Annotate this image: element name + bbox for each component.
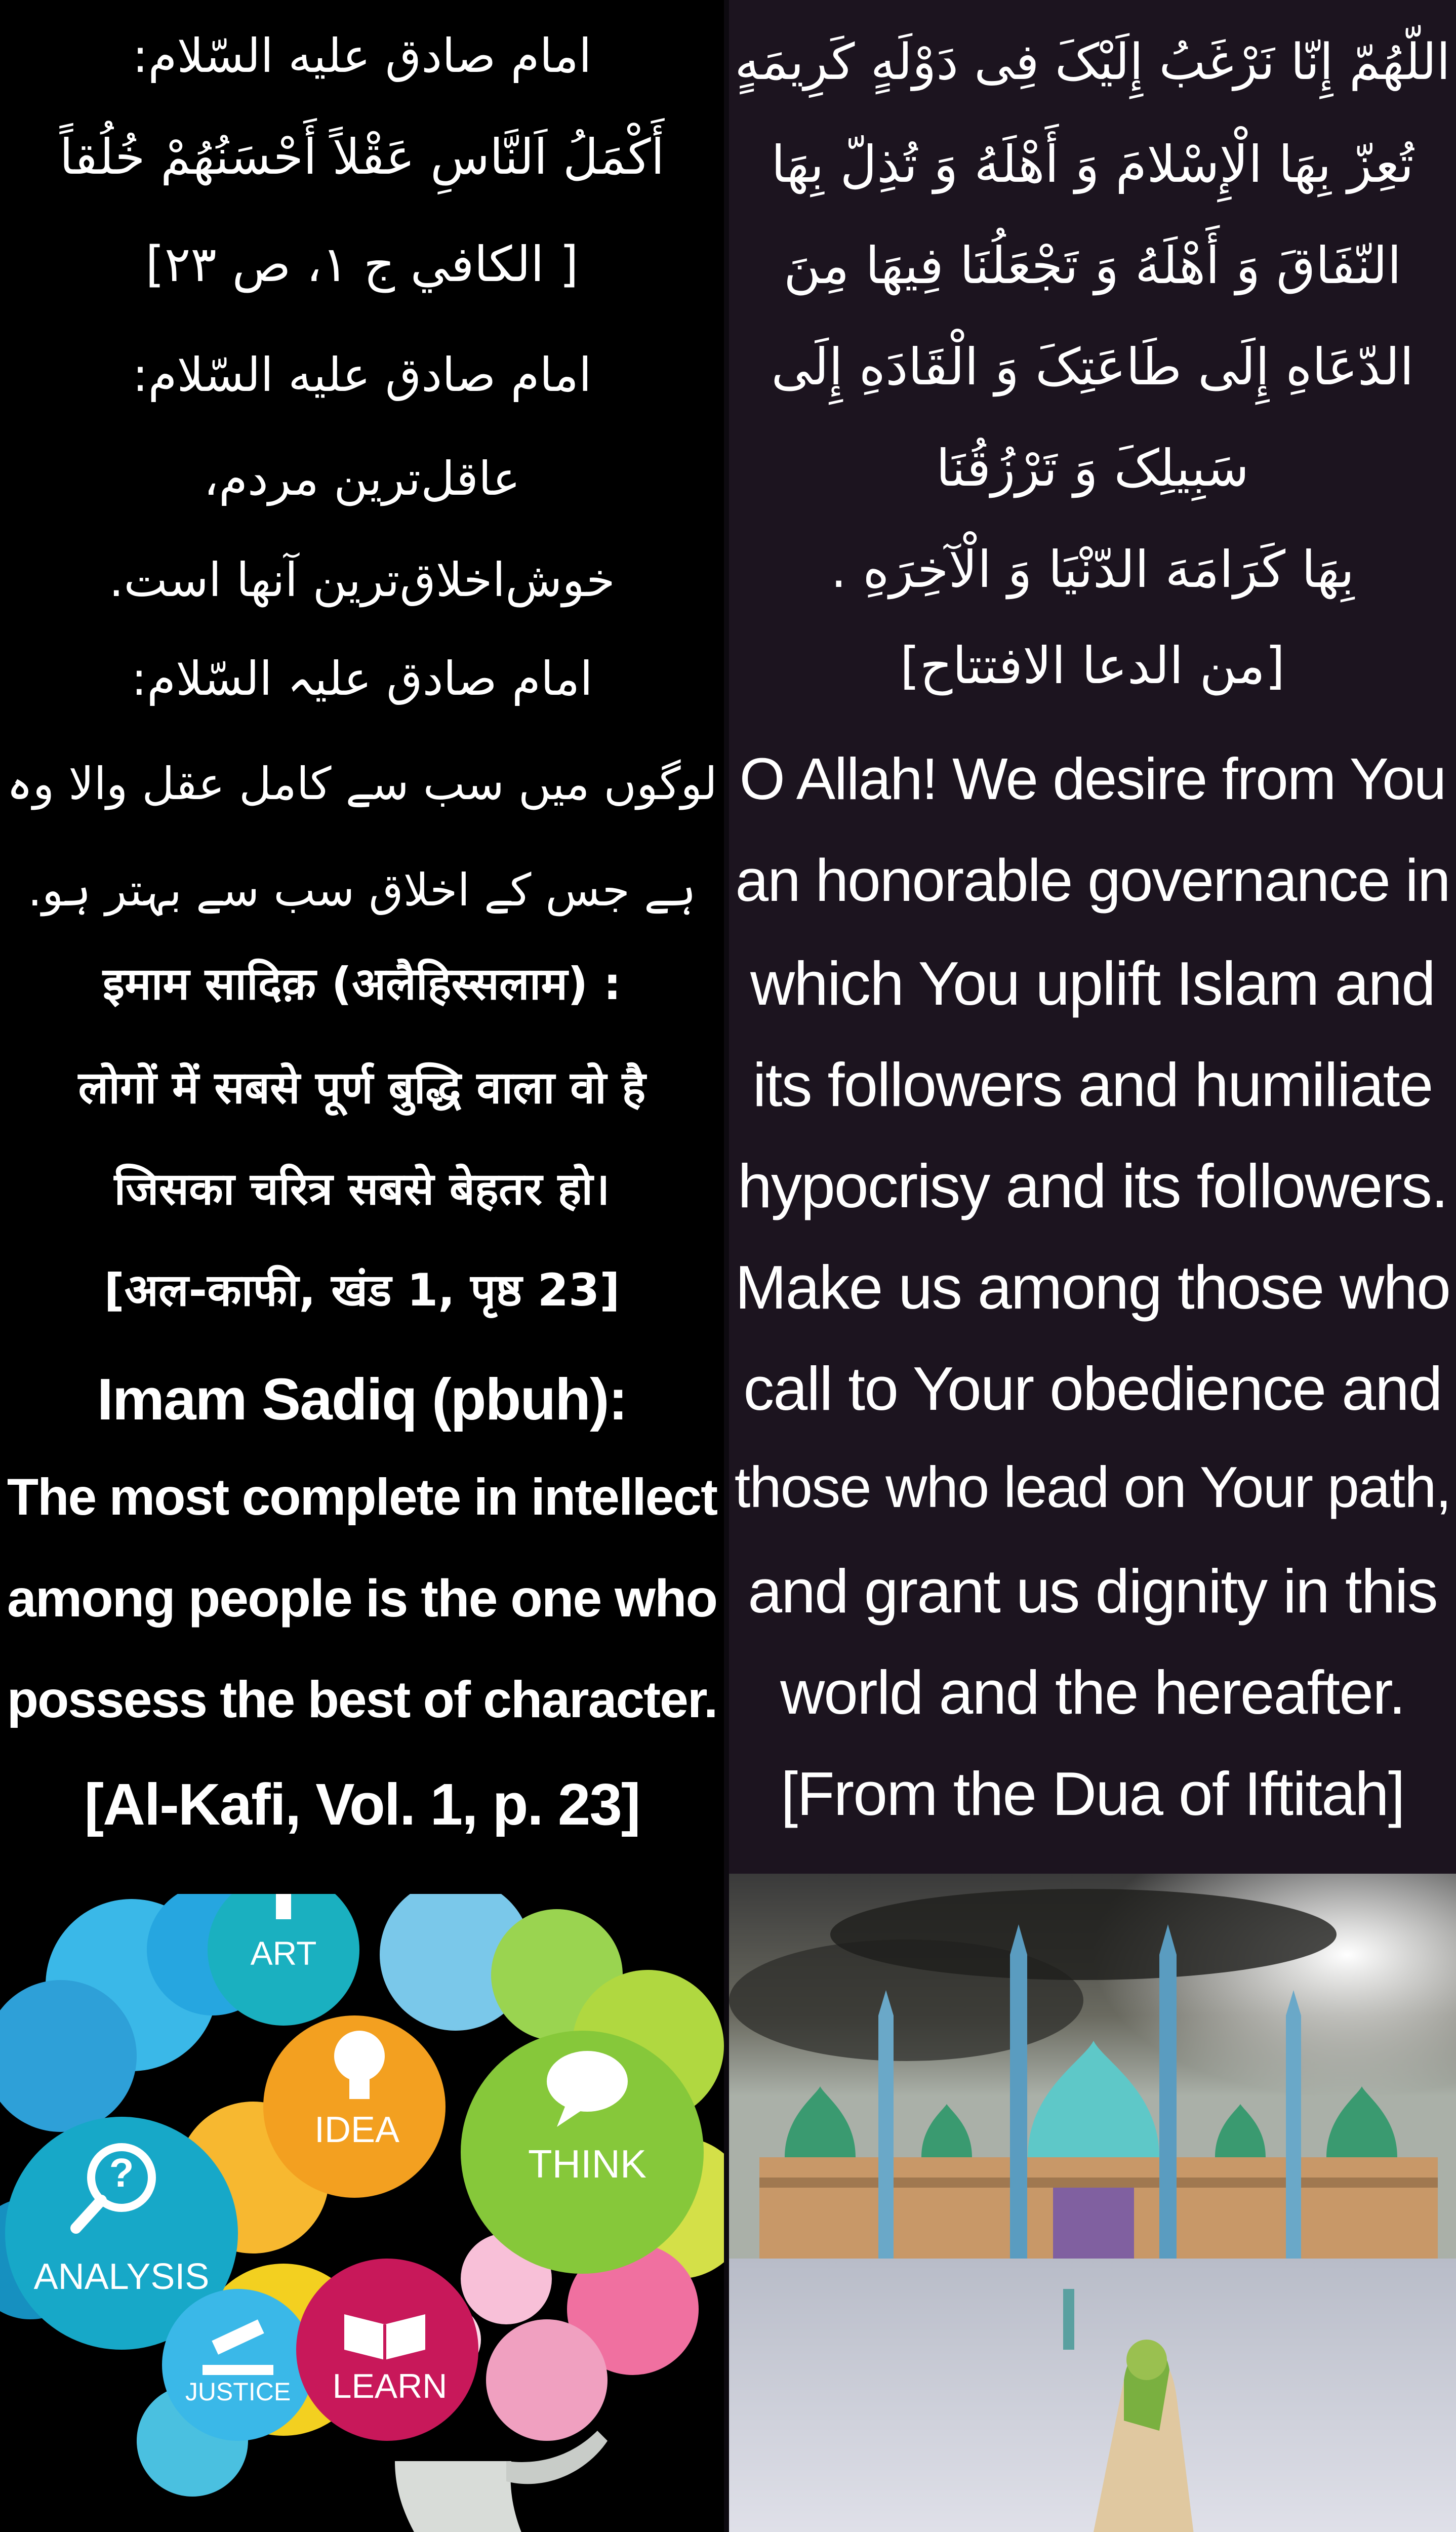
text-line: लोगों में सबसे पूर्ण बुद्धि वाला वो है (78, 1061, 646, 1114)
text-line: عاقل‌ترین مردم، (204, 452, 520, 506)
text-line: [From the Dua of Iftitah] (781, 1759, 1404, 1828)
mosque-illustration (729, 1874, 1456, 2532)
text-line: سَبِیلِکَ وَ تَرْزُقُنَا (936, 439, 1249, 498)
text-line: [Al-Kafi, Vol. 1, p. 23] (84, 1771, 640, 1837)
text-line: تُعِزّ بِهَا الْإِسْلامَ وَ أَهْلَهُ وَ تُذِلّ بِهَا (771, 135, 1414, 194)
text-line: [अल-काफी, खंड 1, पृष्ठ 23] (104, 1264, 620, 1316)
right-panel (729, 0, 1456, 2532)
brush-icon (276, 1894, 291, 1919)
think-label: THINK (528, 2142, 646, 2186)
art-label: ART (250, 1934, 317, 1972)
svg-text:?: ? (109, 2150, 134, 2195)
text-line: possess the best of character. (7, 1671, 717, 1728)
text-line: ہے جس کے اخلاق سب سے بہتر ہو. (27, 864, 697, 916)
analysis-label: ANALYSIS (33, 2257, 210, 2297)
minaret (1286, 2015, 1301, 2259)
speech-bubble-icon (547, 2051, 628, 2112)
learn-label: LEARN (332, 2367, 448, 2405)
text-line: الدّعَاهِ إِلَى طَاعَتِکَ وَ الْقَادَهِ إِلَى (771, 337, 1414, 397)
text-line: امام صادق علیه السّلام: (132, 29, 592, 83)
text-line: امام صادق علیه السّلام: (132, 348, 592, 402)
text-line: [من الدعا الافتتاح] (900, 636, 1285, 695)
text-line: أَكْمَلُ اَلنَّاسِ عَقْلاً أَحْسَنُهُمْ خُلُقاً (59, 129, 665, 185)
text-line: امام صادق علیہ السّلام: (131, 652, 593, 706)
brain-illustration (0, 1894, 724, 2532)
text-line: इमाम सादिक़ (अलैहिस्सलाम) : (102, 958, 622, 1010)
text-line: and grant us dignity in this (748, 1557, 1437, 1626)
minaret (1159, 1955, 1177, 2259)
text-line: जिसका चरित्र सबसे बेहतर हो। (114, 1163, 610, 1215)
minaret (1010, 1955, 1027, 2259)
text-line: [ الكافي ج ۱، ص ۲۳] (145, 236, 579, 293)
text-line: hypocrisy and its followers. (738, 1152, 1447, 1220)
text-line: call to Your obedience and (743, 1354, 1442, 1423)
text-line: Imam Sadiq (pbuh): (97, 1366, 627, 1432)
text-line: O Allah! We desire from You (739, 746, 1446, 812)
text-line: those who lead on Your path, (734, 1455, 1451, 1520)
text-line: بِهَا کَرَامَهَ الدّنْیَا وَ الْآخِرَهِ . (830, 540, 1355, 599)
text-line: its followers and humiliate (752, 1050, 1433, 1119)
text-line: an honorable governance in (735, 847, 1450, 914)
text-line: خوش‌اخلاق‌ترین آنها است. (109, 553, 615, 607)
text-line: The most complete in intellect (7, 1468, 717, 1526)
left-panel (0, 0, 724, 2532)
text-line: النّفَاقَ وَ أَهْلَهُ وَ تَجْعَلُنَا فِيهَا مِنَ (783, 236, 1402, 295)
text-line: لوگوں میں سب سے کامل عقل والا وہ (7, 758, 717, 810)
panel-divider (724, 0, 729, 2532)
text-line: world and the hereafter. (780, 1658, 1405, 1727)
text-line: اللّهُمّ إِنّا نَرْغَبُ إِلَيْکَ فِی دَوْلَهٍ کَرِیمَهٍ (735, 33, 1450, 91)
text-line: which You uplift Islam and (750, 949, 1435, 1018)
justice-label: JUSTICE (185, 2378, 291, 2406)
text-line: among people is the one who (7, 1569, 717, 1628)
text-line: Make us among those who (735, 1253, 1450, 1322)
lightbulb-icon (334, 2031, 385, 2081)
idea-label: IDEA (314, 2110, 400, 2150)
minaret (878, 2015, 894, 2259)
